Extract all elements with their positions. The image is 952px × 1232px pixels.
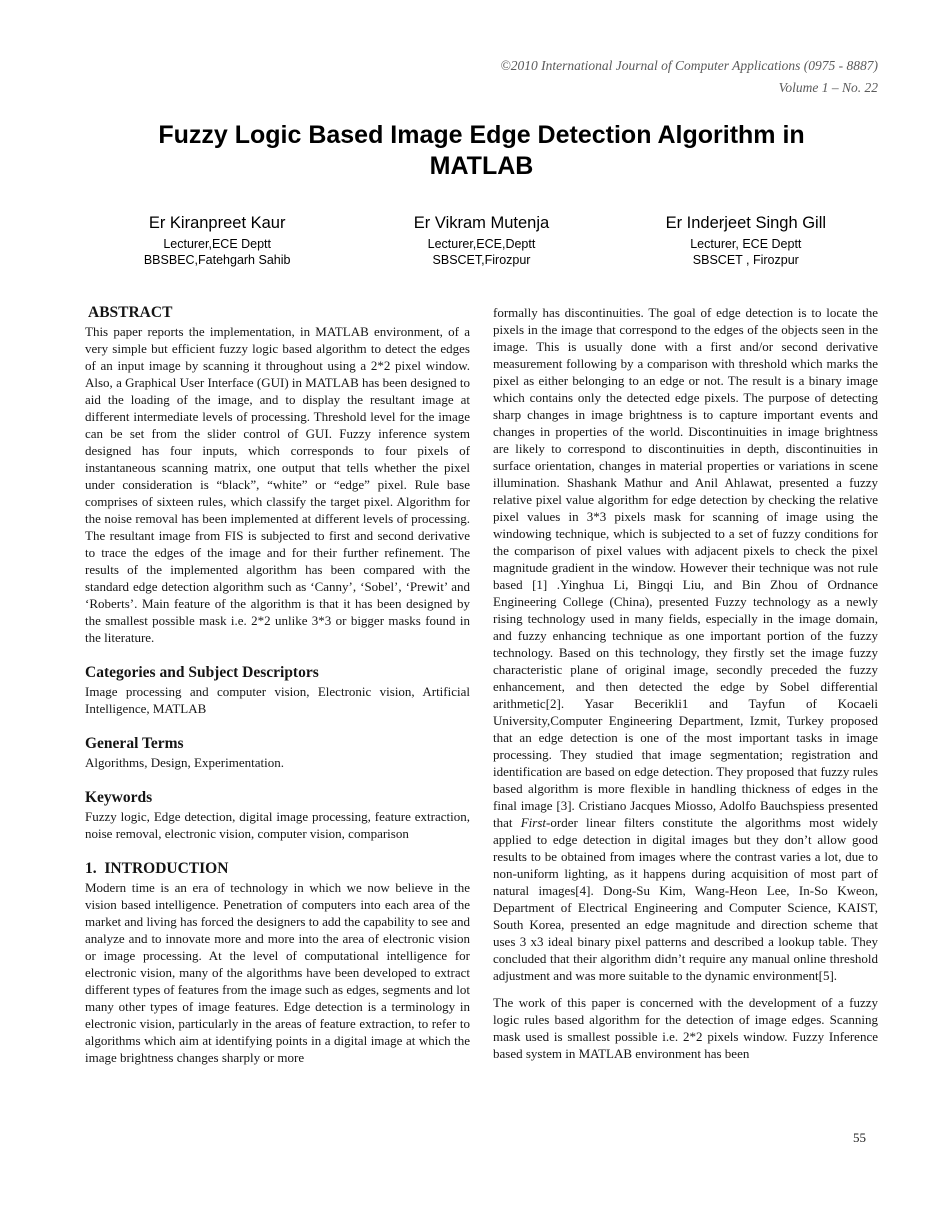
abstract-heading: ABSTRACT: [88, 304, 173, 321]
introduction-heading: 1. INTRODUCTION: [85, 860, 229, 877]
paper-title-line2: MATLAB: [429, 152, 534, 180]
author-3-name: Er Inderjeet Singh Gill: [665, 214, 827, 232]
general-terms-heading: General Terms: [85, 735, 184, 752]
right-column: [493, 304, 878, 1066]
introduction-text-right-part1: formally has discontinuities. The goal of edge detection is to locate the pixels in the image that correspond to the edges of the objects seen in the image. This is usually done with a first and/or second derivative measurement following by a comparison with threshold which marks the pixel as either belonging to an edge or not. The result is a binary image which contains only the detected edge pixels. The purpose of detecting sharp changes in image brightness is to capture important events and changes in properties of the world. Discontinuities in image brightness are likely to correspond to discontinuities in depth, discontinuities in surface orientation, changes in material properties or variations in scene illumination. Shashank Mathur and Anil Ahlawat, presented a fuzzy relative pixel value algorithm for edge detection by checking the relative pixel values in 3*3 pixels mask for scanning of image using the windowing technique, which is subjected to a set of fuzzy conditions for the comparison of pixel values with adjacent pixels to check the pixel magnitude gradient in the window. However their technique was not rule based [1] .Yinghua Li, Bingqi Liu, and Bin Zhou of Ordnance Engineering College (China), presented Fuzzy technology as a newly rising technology used in many fields, especially in the image domain, and fuzzy enhancing technique as one important portion of the fuzzy technology. Based on this technology, they firstly set the image fuzzy characteristic plane of original image, secondly preceded the fuzzy enhancement, and then detected the edge by Sobel differential arithmetic[2]. Yasar Becerikli1 and Tayfun of Kocaeli University,Computer Engineering Department, Izmit, Turkey proposed that an edge detection is one of the most important tasks in image processing. They studied that image segmentation; registration and identification are based on edge detection. They proposed that fuzzy rules based algorithm is more flexible in handling thickness of edges in the final image [3]. Cristiano Jacques Miosso, Adolfo Bauchspiess presented that: [493, 305, 878, 830]
author-1-name: Er Kiranpreet Kaur: [148, 214, 286, 232]
author-3-position: Lecturer, ECE Deptt: [690, 237, 802, 251]
general-terms-text: Algorithms, Design, Experimentation.: [85, 755, 284, 770]
author-3: [614, 213, 878, 268]
author-block: [85, 213, 878, 268]
page-title: [85, 120, 878, 182]
two-column-body: [85, 304, 878, 1066]
keywords-text: Fuzzy logic, Edge detection, digital image processing, feature extraction, noise removal, electronic vision, computer vision, comparison: [85, 809, 470, 841]
introduction-text-right: [493, 304, 878, 984]
categories-text: Image processing and computer vision, Electronic vision, Artificial Intelligence, MATLAB: [85, 684, 470, 716]
introduction-text-right-italic: First: [520, 815, 547, 830]
introduction-text-right-part2: -order linear filters constitute the algorithms most widely applied to edge detection in digital images but they don’t allow good results to be obtained from images where the contrast varies a lot, due to non-uniform lighting, as it happens during acquisition of most part of natural images[4]. Dong-Su Kim, Wang-Heon Lee, In-So Kweon, Department of Electrical Engineering and Computer Science, KAIST, South Korea, presented an edge magnitude and direction scheme that uses 3 x3 ideal binary pixel patterns and described a lookup table. They concluded that their algorithm didn’t require any manual online threshold adjustment and was more suitable to the dynamic environment[5].: [493, 815, 879, 983]
author-1-affiliation: BBSBEC,Fatehgarh Sahib: [143, 253, 291, 267]
journal-header-line1: ©2010 International Journal of Computer Applications (0975 - 8887): [500, 58, 878, 73]
paper-work-paragraph: The work of this paper is concerned with the development of a fuzzy logic rules based algorithm for the detection of image edges. Scanning mask used is smallest possible i.e. 2*2 pixels window. Fuzzy Inference based system in MATLAB environment has been: [493, 995, 878, 1061]
journal-header: [85, 55, 878, 99]
author-1-position: Lecturer,ECE Deptt: [163, 237, 272, 251]
introduction-text-left: Modern time is an era of technology in which we now believe in the vision based intelligence. Penetration of computers into each area of the market and living has forced the designers to add the capability to see and analyze and to innovate more and more into the area of electronic vision or image processing. At the level of computational intelligence for electronic vision, many of the algorithms have been developed to extract different types of features from the image such as edges, segments and lot many other types of image features. Edge detection is a terminology in electronic vision, particularly in the areas of feature extraction, to refer to algorithms which aim at identifying points in a digital image at which the image brightness changes sharply or more: [85, 880, 470, 1065]
author-2-position: Lecturer,ECE,Deptt: [427, 237, 536, 251]
categories-heading: Categories and Subject Descriptors: [85, 664, 319, 681]
author-2-affiliation: SBSCET,Firozpur: [432, 253, 531, 267]
abstract-text: This paper reports the implementation, in MATLAB environment, of a very simple but efficient fuzzy logic based algorithm to detect the edges of an input image by scanning it throughout using a 2*2 pixel window. Also, a Graphical User Interface (GUI) in MATLAB has been designed to aid the loading of the image, and to display the resultant image at different intermediate levels of processing. Threshold level for the image can be set from the slider control of GUI. Fuzzy inference system designed has four inputs, which corresponds to four pixels of instantaneous scanning matrix, one output that tells whether the pixel under consideration is “black”, “white” or “edge” pixel. Rule base comprises of sixteen rules, which classify the target pixel. Algorithm for the noise removal has been implemented at different levels of processing. The resultant image from FIS is subjected to first and second derivative to trace the edges of the image and for their further refinement. The results of the implemented algorithm has been compared with the standard edge detection algorithm such as ‘Canny’, ‘Sobel’, ‘Prewit’ and ‘Roberts’. Main feature of the algorithm is that it has been designed by the smallest possible mask i.e. 2*2 unlike 3*3 or bigger masks found in the literature.: [85, 324, 470, 645]
author-2-name: Er Vikram Mutenja: [413, 214, 550, 232]
left-column: [85, 304, 470, 1066]
author-2: [349, 213, 613, 268]
page-number: 55: [853, 1130, 866, 1145]
paper-title-line1: Fuzzy Logic Based Image Edge Detection Algorithm in: [158, 121, 805, 149]
author-1: [85, 213, 349, 268]
author-3-affiliation: SBSCET , Firozpur: [692, 253, 799, 267]
keywords-heading: Keywords: [85, 789, 153, 806]
journal-header-line2: Volume 1 – No. 22: [778, 80, 878, 95]
